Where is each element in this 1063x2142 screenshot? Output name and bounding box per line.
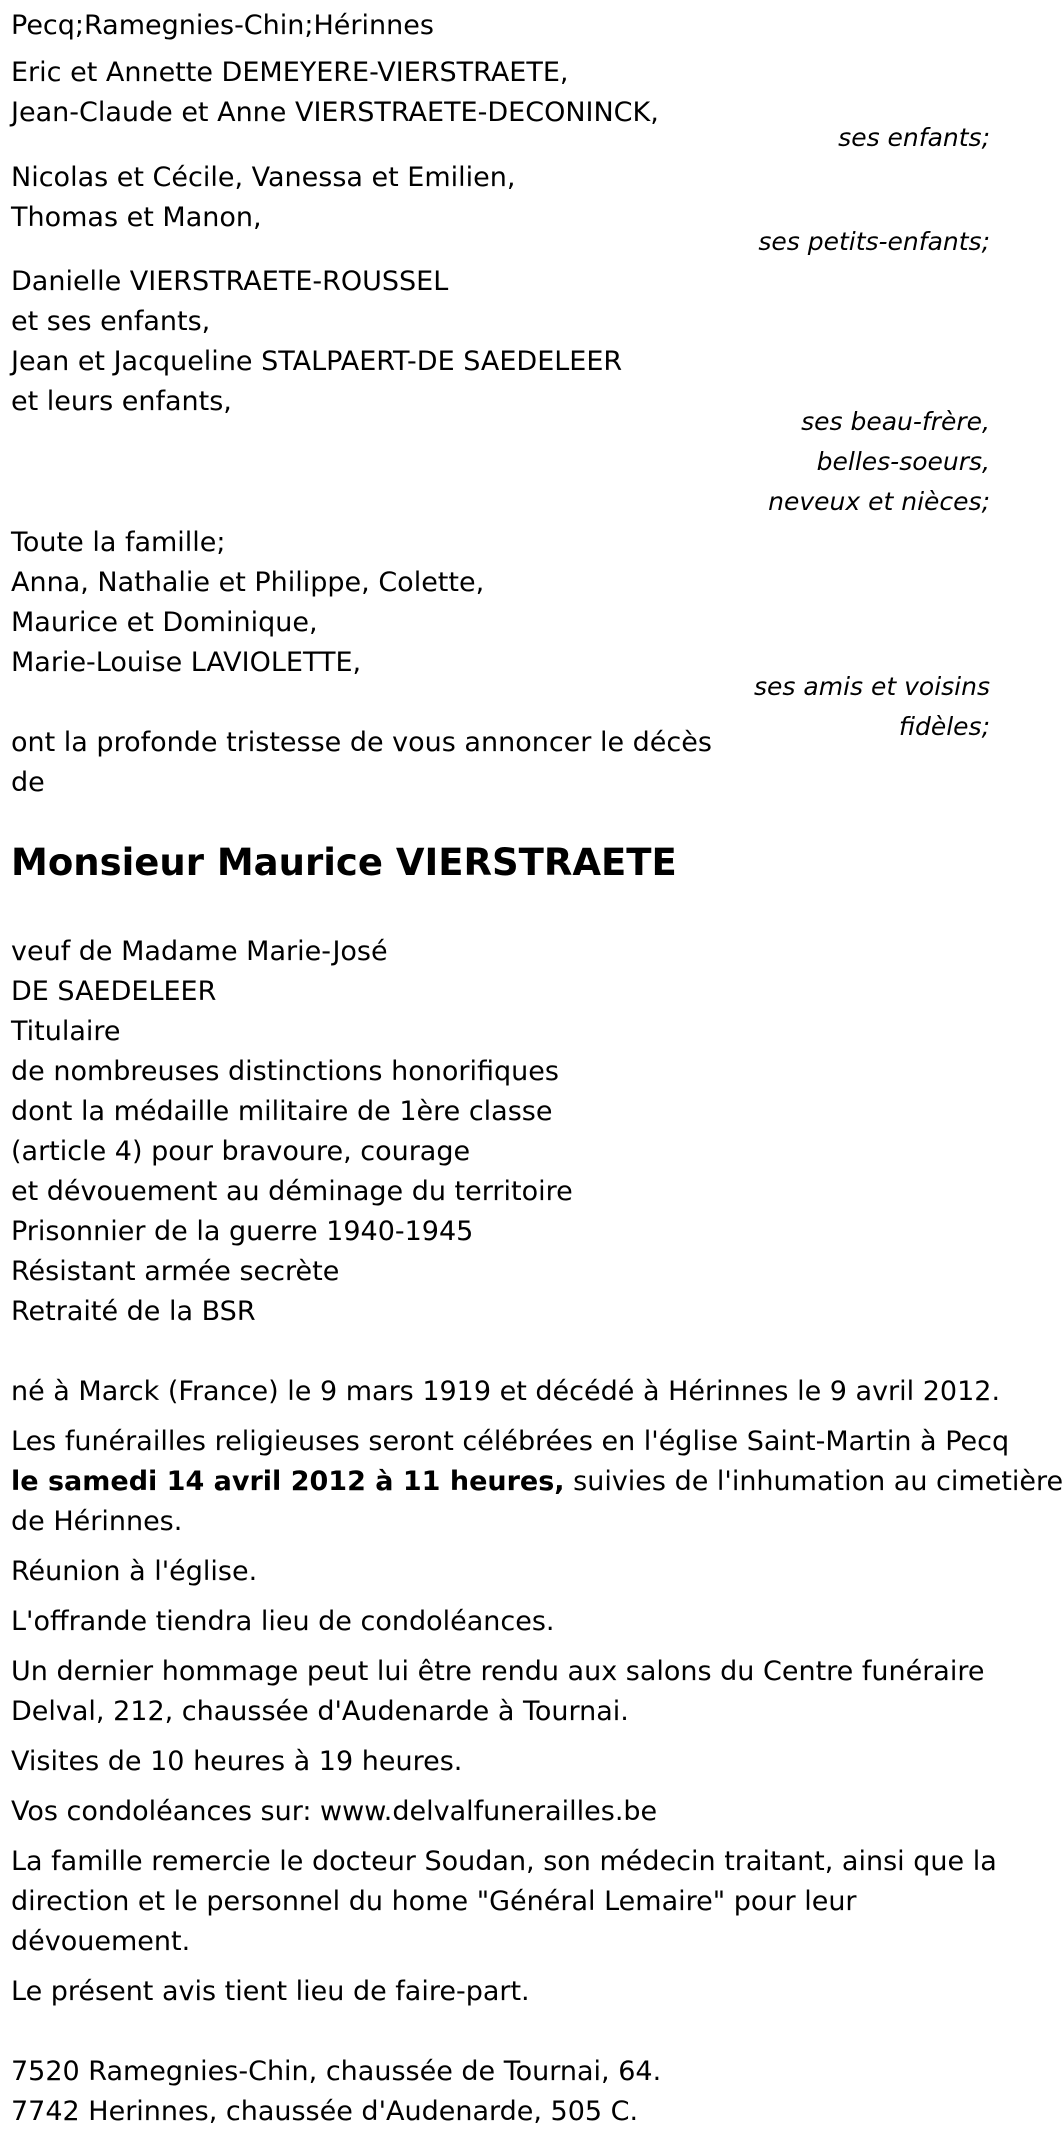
- announcement-line-2: de: [11, 767, 45, 798]
- funeral-date-time: le samedi 14 avril 2012 à 11 heures,: [11, 1466, 565, 1497]
- condoleances-line: Vos condoléances sur: www.delvalfunerailles.be: [11, 1796, 658, 1827]
- deceased-detail-3: Titulaire: [11, 1016, 121, 1047]
- friends-role-2: fidèles;: [898, 712, 990, 741]
- deceased-detail-5: dont la médaille militaire de 1ère classe: [11, 1096, 553, 1127]
- grandchildren-line-1: Nicolas et Cécile, Vanessa et Emilien,: [11, 162, 516, 193]
- inlaws-line-1: Danielle VIERSTRAETE-ROUSSEL: [11, 266, 449, 297]
- funeral-line-3: de Hérinnes.: [11, 1506, 183, 1537]
- grandchildren-line-2: Thomas et Manon,: [11, 202, 262, 233]
- remerciements-line-1: La famille remercie le docteur Soudan, son médecin traitant, ainsi que la: [11, 1846, 997, 1877]
- children-line-2: Jean-Claude et Anne VIERSTRAETE-DECONINCK,: [11, 97, 659, 128]
- deceased-detail-7: et dévouement au déminage du territoire: [11, 1176, 573, 1207]
- inlaws-line-3: Jean et Jacqueline STALPAERT-DE SAEDELEER: [11, 346, 623, 377]
- birth-death-line: né à Marck (France) le 9 mars 1919 et décédé à Hérinnes le 9 avril 2012.: [11, 1376, 1001, 1407]
- children-line-1: Eric et Annette DEMEYERE-VIERSTRAETE,: [11, 57, 569, 88]
- inlaws-line-4: et leurs enfants,: [11, 386, 232, 417]
- visites-line: Visites de 10 heures à 19 heures.: [11, 1746, 463, 1777]
- inlaws-role-1: ses beau-frère,: [801, 407, 990, 436]
- friends-role-1: ses amis et voisins: [754, 672, 990, 701]
- offrande-line: L'offrande tiendra lieu de condoléances.: [11, 1606, 555, 1637]
- address-line-2: 7742 Herinnes, chaussée d'Audenarde, 505 C.: [11, 2096, 639, 2127]
- inlaws-role-2: belles-soeurs,: [816, 447, 990, 476]
- friends-line-4: Marie-Louise LAVIOLETTE,: [11, 647, 362, 678]
- funeral-line-1: Les funérailles religieuses seront célébrées en l'église Saint-Martin à Pecq: [11, 1426, 1010, 1457]
- announcement-line-1: ont la profonde tristesse de vous annoncer le décès: [11, 727, 712, 758]
- friends-line-1: Toute la famille;: [11, 527, 226, 558]
- address-line-1: 7520 Ramegnies-Chin, chaussée de Tournai, 64.: [11, 2056, 662, 2087]
- deceased-name: Monsieur Maurice VIERSTRAETE: [11, 841, 677, 884]
- funeral-line-2: [11, 1462, 1063, 1502]
- hommage-line-2: Delval, 212, chaussée d'Audenarde à Tournai.: [11, 1696, 629, 1727]
- children-role: ses enfants;: [838, 123, 990, 152]
- friends-line-3: Maurice et Dominique,: [11, 607, 318, 638]
- remerciements-line-3: dévouement.: [11, 1926, 191, 1957]
- deceased-detail-2: DE SAEDELEER: [11, 976, 217, 1007]
- inlaws-line-2: et ses enfants,: [11, 306, 211, 337]
- inlaws-role-3: neveux et nièces;: [768, 487, 990, 516]
- deceased-detail-6: (article 4) pour bravoure, courage: [11, 1136, 471, 1167]
- deceased-detail-8: Prisonnier de la guerre 1940-1945: [11, 1216, 474, 1247]
- funeral-line-2-rest: suivies de l'inhumation au cimetière: [564, 1466, 1063, 1497]
- remerciements-line-2: direction et le personnel du home "Général Lemaire" pour leur: [11, 1886, 857, 1917]
- grandchildren-role: ses petits-enfants;: [758, 227, 990, 256]
- friends-line-2: Anna, Nathalie et Philippe, Colette,: [11, 567, 485, 598]
- deceased-detail-4: de nombreuses distinctions honorifiques: [11, 1056, 559, 1087]
- faire-part-line: Le présent avis tient lieu de faire-part.: [11, 1976, 530, 2007]
- hommage-line-1: Un dernier hommage peut lui être rendu aux salons du Centre funéraire: [11, 1656, 985, 1687]
- deceased-detail-10: Retraité de la BSR: [11, 1296, 256, 1327]
- deceased-detail-1: veuf de Madame Marie-José: [11, 936, 388, 967]
- reunion-line: Réunion à l'église.: [11, 1556, 258, 1587]
- header-location: Pecq;Ramegnies-Chin;Hérinnes: [11, 10, 434, 41]
- deceased-detail-9: Résistant armée secrète: [11, 1256, 340, 1287]
